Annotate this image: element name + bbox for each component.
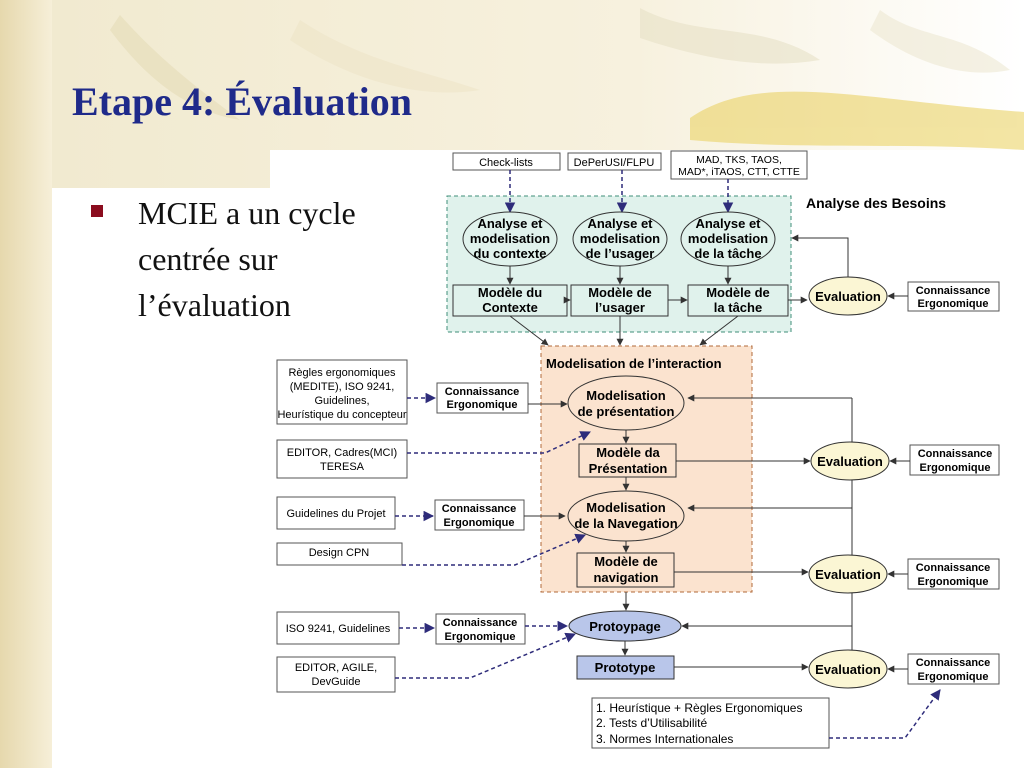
feedback-line xyxy=(792,238,848,277)
iso-guidelines: ISO 9241, Guidelines xyxy=(285,623,391,635)
connaissance-eval-4-l2: Ergonomique xyxy=(917,671,989,683)
connaissance-eval-4-l1: Connaissance xyxy=(915,657,991,669)
evaluation-label-4: Evaluation xyxy=(815,662,881,677)
method-1: 1. Heurístique + Règles Ergonomiques xyxy=(596,701,803,715)
connaissance-eval-3-l1: Connaissance xyxy=(915,562,991,574)
analyse-tache-l1: Analyse et xyxy=(695,216,761,231)
modelisation-presentation-l2: de présentation xyxy=(577,404,675,419)
modelisation-navegation-l1: Modelisation xyxy=(586,500,666,515)
analyse-usager-l1: Analyse et xyxy=(587,216,653,231)
evaluation-label-1: Evaluation xyxy=(815,289,881,304)
analyse-contexte-l1: Analyse et xyxy=(477,216,543,231)
editor-cadres-l2: TERESA xyxy=(319,461,365,473)
modele-contexte-l1: Modèle du xyxy=(477,285,543,300)
connaissance-2-l1: Connaissance xyxy=(441,503,517,515)
connaissance-2-l2: Ergonomique xyxy=(443,517,515,529)
connaissance-eval-2-l1: Connaissance xyxy=(917,448,993,460)
analyse-usager-l2: modelisation xyxy=(579,231,661,246)
arrow xyxy=(829,690,940,738)
connaissance-3-l2: Ergonomique xyxy=(444,631,516,643)
input-checklists: Check-lists xyxy=(479,157,533,169)
design-cpn: Design CPN xyxy=(308,547,370,559)
modelisation-presentation-l1: Modelisation xyxy=(586,388,666,403)
regles-l3: Guidelines, xyxy=(314,395,370,407)
modelisation-presentation-node xyxy=(568,376,684,430)
input-mad-line2: MAD*, iTAOS, CTT, CTTE xyxy=(678,166,800,178)
modele-usager-l1: Modèle de xyxy=(588,285,652,300)
method-3: 3. Normes Internationales xyxy=(596,732,734,746)
guidelines-projet: Guidelines du Projet xyxy=(286,508,386,520)
editor-agile-l2: DevGuide xyxy=(311,676,361,688)
editor-cadres-l1: EDITOR, Cadres(MCI) xyxy=(286,447,398,459)
connaissance-eval-2-l2: Ergonomique xyxy=(919,462,991,474)
slide-title: Etape 4: Évaluation xyxy=(72,79,413,124)
modelisation-interaction-label: Modelisation de l’interaction xyxy=(546,356,722,371)
input-mad-line1: MAD, TKS, TAOS, xyxy=(696,154,782,166)
modelisation-navegation-l2: de la Navegation xyxy=(574,516,678,531)
analyse-tache-l2: modelisation xyxy=(687,231,769,246)
modele-contexte-l2: Contexte xyxy=(482,300,538,315)
connaissance-1-l1: Connaissance xyxy=(444,386,520,398)
modele-tache-l2: la tâche xyxy=(713,300,763,315)
protoypage-label: Protoypage xyxy=(589,619,661,634)
modele-presentation-l1: Modèle da xyxy=(596,445,660,460)
analyse-contexte-l3: du contexte xyxy=(473,246,547,261)
input-deperusi: DePerUSI/FLPU xyxy=(573,157,655,169)
analyse-usager-l3: de l’usager xyxy=(585,246,655,261)
connaissance-eval-3-l2: Ergonomique xyxy=(917,576,989,588)
bullet-line: centrée sur xyxy=(138,241,278,277)
editor-agile-l1: EDITOR, AGILE, xyxy=(294,662,378,674)
modele-presentation-l2: Présentation xyxy=(588,461,668,476)
modele-tache-l1: Modèle de xyxy=(706,285,770,300)
modele-navigation-l1: Modèle de xyxy=(594,554,658,569)
evaluation-label-2: Evaluation xyxy=(817,454,883,469)
connaissance-eval-1-l1: Connaissance xyxy=(915,285,991,297)
analyse-contexte-l2: modelisation xyxy=(469,231,551,246)
regles-l2: (MEDITE), ISO 9241, xyxy=(289,381,395,393)
analyse-besoins-label: Analyse des Besoins xyxy=(806,195,947,211)
prototype-label: Prototype xyxy=(594,660,656,675)
evaluation-label-3: Evaluation xyxy=(815,567,881,582)
connaissance-1-l2: Ergonomique xyxy=(446,399,518,411)
method-2: 2. Tests d’Utilisabilité xyxy=(596,716,708,730)
modele-navigation-l2: navigation xyxy=(593,570,659,585)
regles-l4: Heurístique du concepteur xyxy=(277,409,407,421)
bullet-line: MCIE a un cycle xyxy=(138,195,356,231)
analyse-tache-l3: de la tâche xyxy=(694,246,762,261)
regles-l1: Règles ergonomiques xyxy=(288,367,396,379)
modele-usager-l2: l’usager xyxy=(595,300,645,315)
connaissance-eval-1-l2: Ergonomique xyxy=(917,298,989,310)
bullet-line: l’évaluation xyxy=(138,287,291,323)
connaissance-3-l1: Connaissance xyxy=(442,617,518,629)
